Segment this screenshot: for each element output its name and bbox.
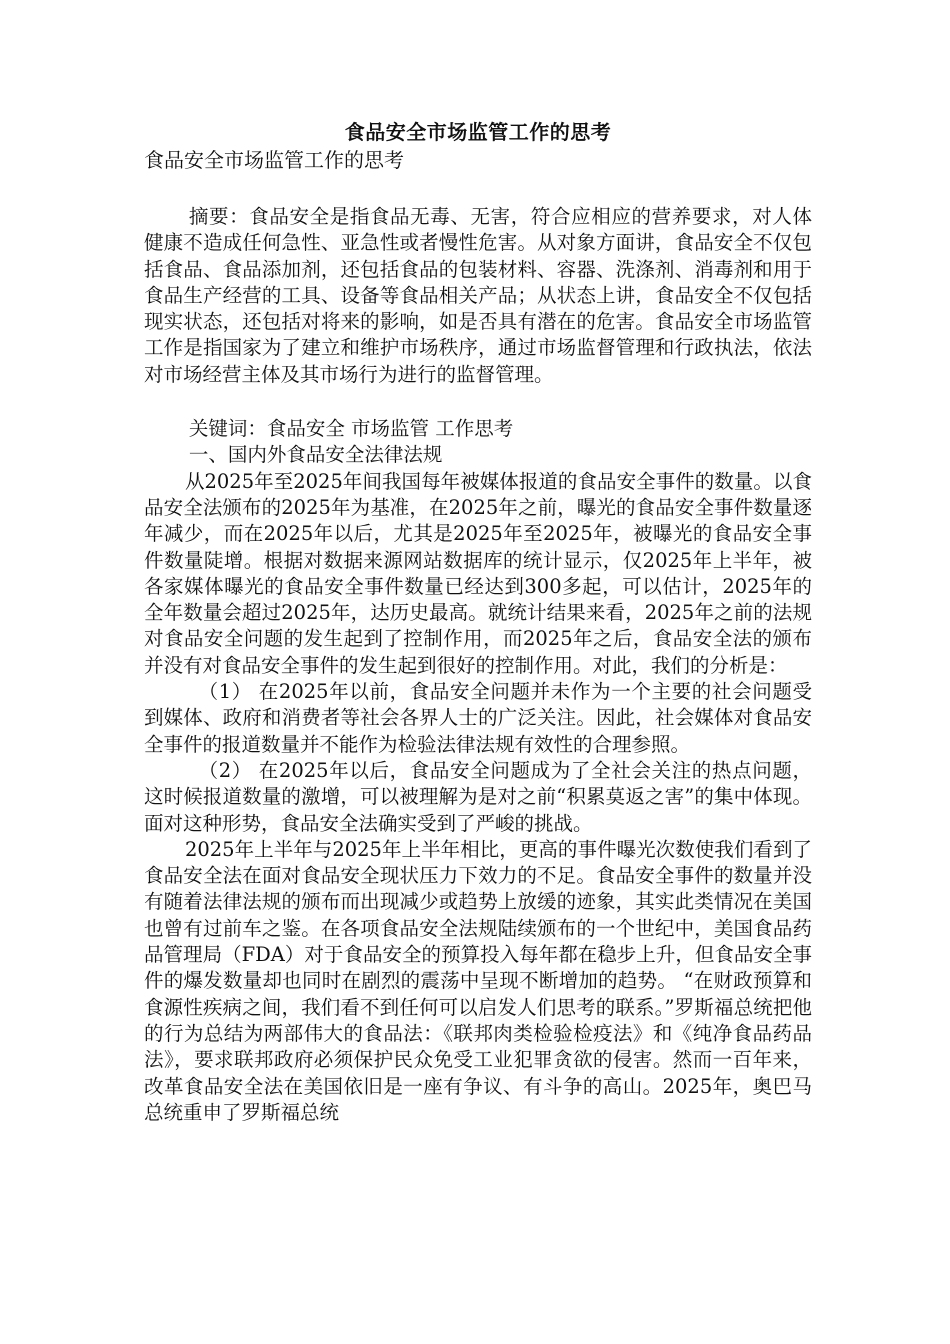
section-heading: 一、国内外食品安全法律法规 <box>188 443 443 467</box>
spacer <box>144 174 812 204</box>
document-page <box>144 118 812 1126</box>
body-paragraph: 2025年上半年与2025年上半年相比，更高的事件曝光次数使我们看到了食品安全法在面对食品安全现状压力下效力的不足。食品安全事件的数量并没有随着法律法规的颁布而出现减少或趋势上放缓的迹象，其实此类情况在美国也曾有过前车之鉴。在各项食品安全法规陆续颁布的一个世纪中，美国食品药品管理局（FDA）对于食品安全的预算投入每年都在稳步上升，但食品安全事件的爆发数量却也同时在剧烈的震荡中呈现不断增加的趋势。 “在财政预算和食源性疾病之间，我们看不到任何可以启发人们思考的联系。”罗斯福总统把他的行为总结为两部伟大的食品法：《联邦肉类检验检疫法》和《纯净食品药品法》，要求联邦政府必须保护民众免受工业犯罪贪欲的侵害。然而一百年来，改革食品安全法在美国依旧是一座有争议、有斗争的高山。2025年，奥巴马总统重申了罗斯福总统 <box>144 837 812 1124</box>
keywords-line: 关键词：食品安全 市场监管 工作思考 <box>188 417 514 441</box>
abstract-paragraph: 摘要：食品安全是指食品无毒、无害，符合应相应的营养要求，对人体健康不造成任何急性、亚急性或者慢性危害。从对象方面讲，食品安全不仅包括食品、食品添加剂，还包括食品的包装材料、容器、洗涤剂、消毒剂和用于食品生产经营的工具、设备等食品相关产品；从状态上讲，食品安全不仅包括现实状态，还包括对将来的影响，如是否具有潜在的危害。食品安全市场监管工作是指国家为了建立和维护市场秩序，通过市场监督管理和行政执法，依法对市场经营主体及其市场行为进行的监督管理。 <box>144 205 812 386</box>
list-item: （1） 在2025年以前，食品安全问题并未作为一个主要的社会问题受到媒体、政府和消费者等社会各界人士的广泛关注。因此，社会媒体对食品安全事件的报道数量并不能作为检验法律法规有效性的合理参照。 <box>144 680 812 756</box>
list-item: （2） 在2025年以后，食品安全问题成为了全社会关注的热点问题，这时候报道数量的激增，可以被理解为是对之前“积累莫返之害”的集中体现。面对这种形势，食品安全法确实受到了严峻的挑战。 <box>144 758 812 835</box>
spacer <box>144 388 812 416</box>
document-title: 食品安全市场监管工作的思考 <box>344 120 612 144</box>
body-paragraph: 从2025年至2025年间我国每年被媒体报道的食品安全事件的数量。以食品安全法颁布的2025年为基准，在2025年之前，曝光的食品安全事件数量逐年减少，而在2025年以后，尤其是2025年至2025年，被曝光的食品安全事件数量陡增。根据对数据来源网站数据库的统计显示，仅2025年上半年，被各家媒体曝光的食品安全事件数量已经达到300多起，可以估计，2025年的全年数量会超过2025年，达历史最高。就统计结果来看，2025年之前的法规对食品安全问题的发生起到了控制作用，而2025年之后，食品安全法的颁布并没有对食品安全事件的发生起到很好的控制作用。对此，我们的分析是： <box>144 469 812 677</box>
document-subtitle: 食品安全市场监管工作的思考 <box>144 148 404 172</box>
